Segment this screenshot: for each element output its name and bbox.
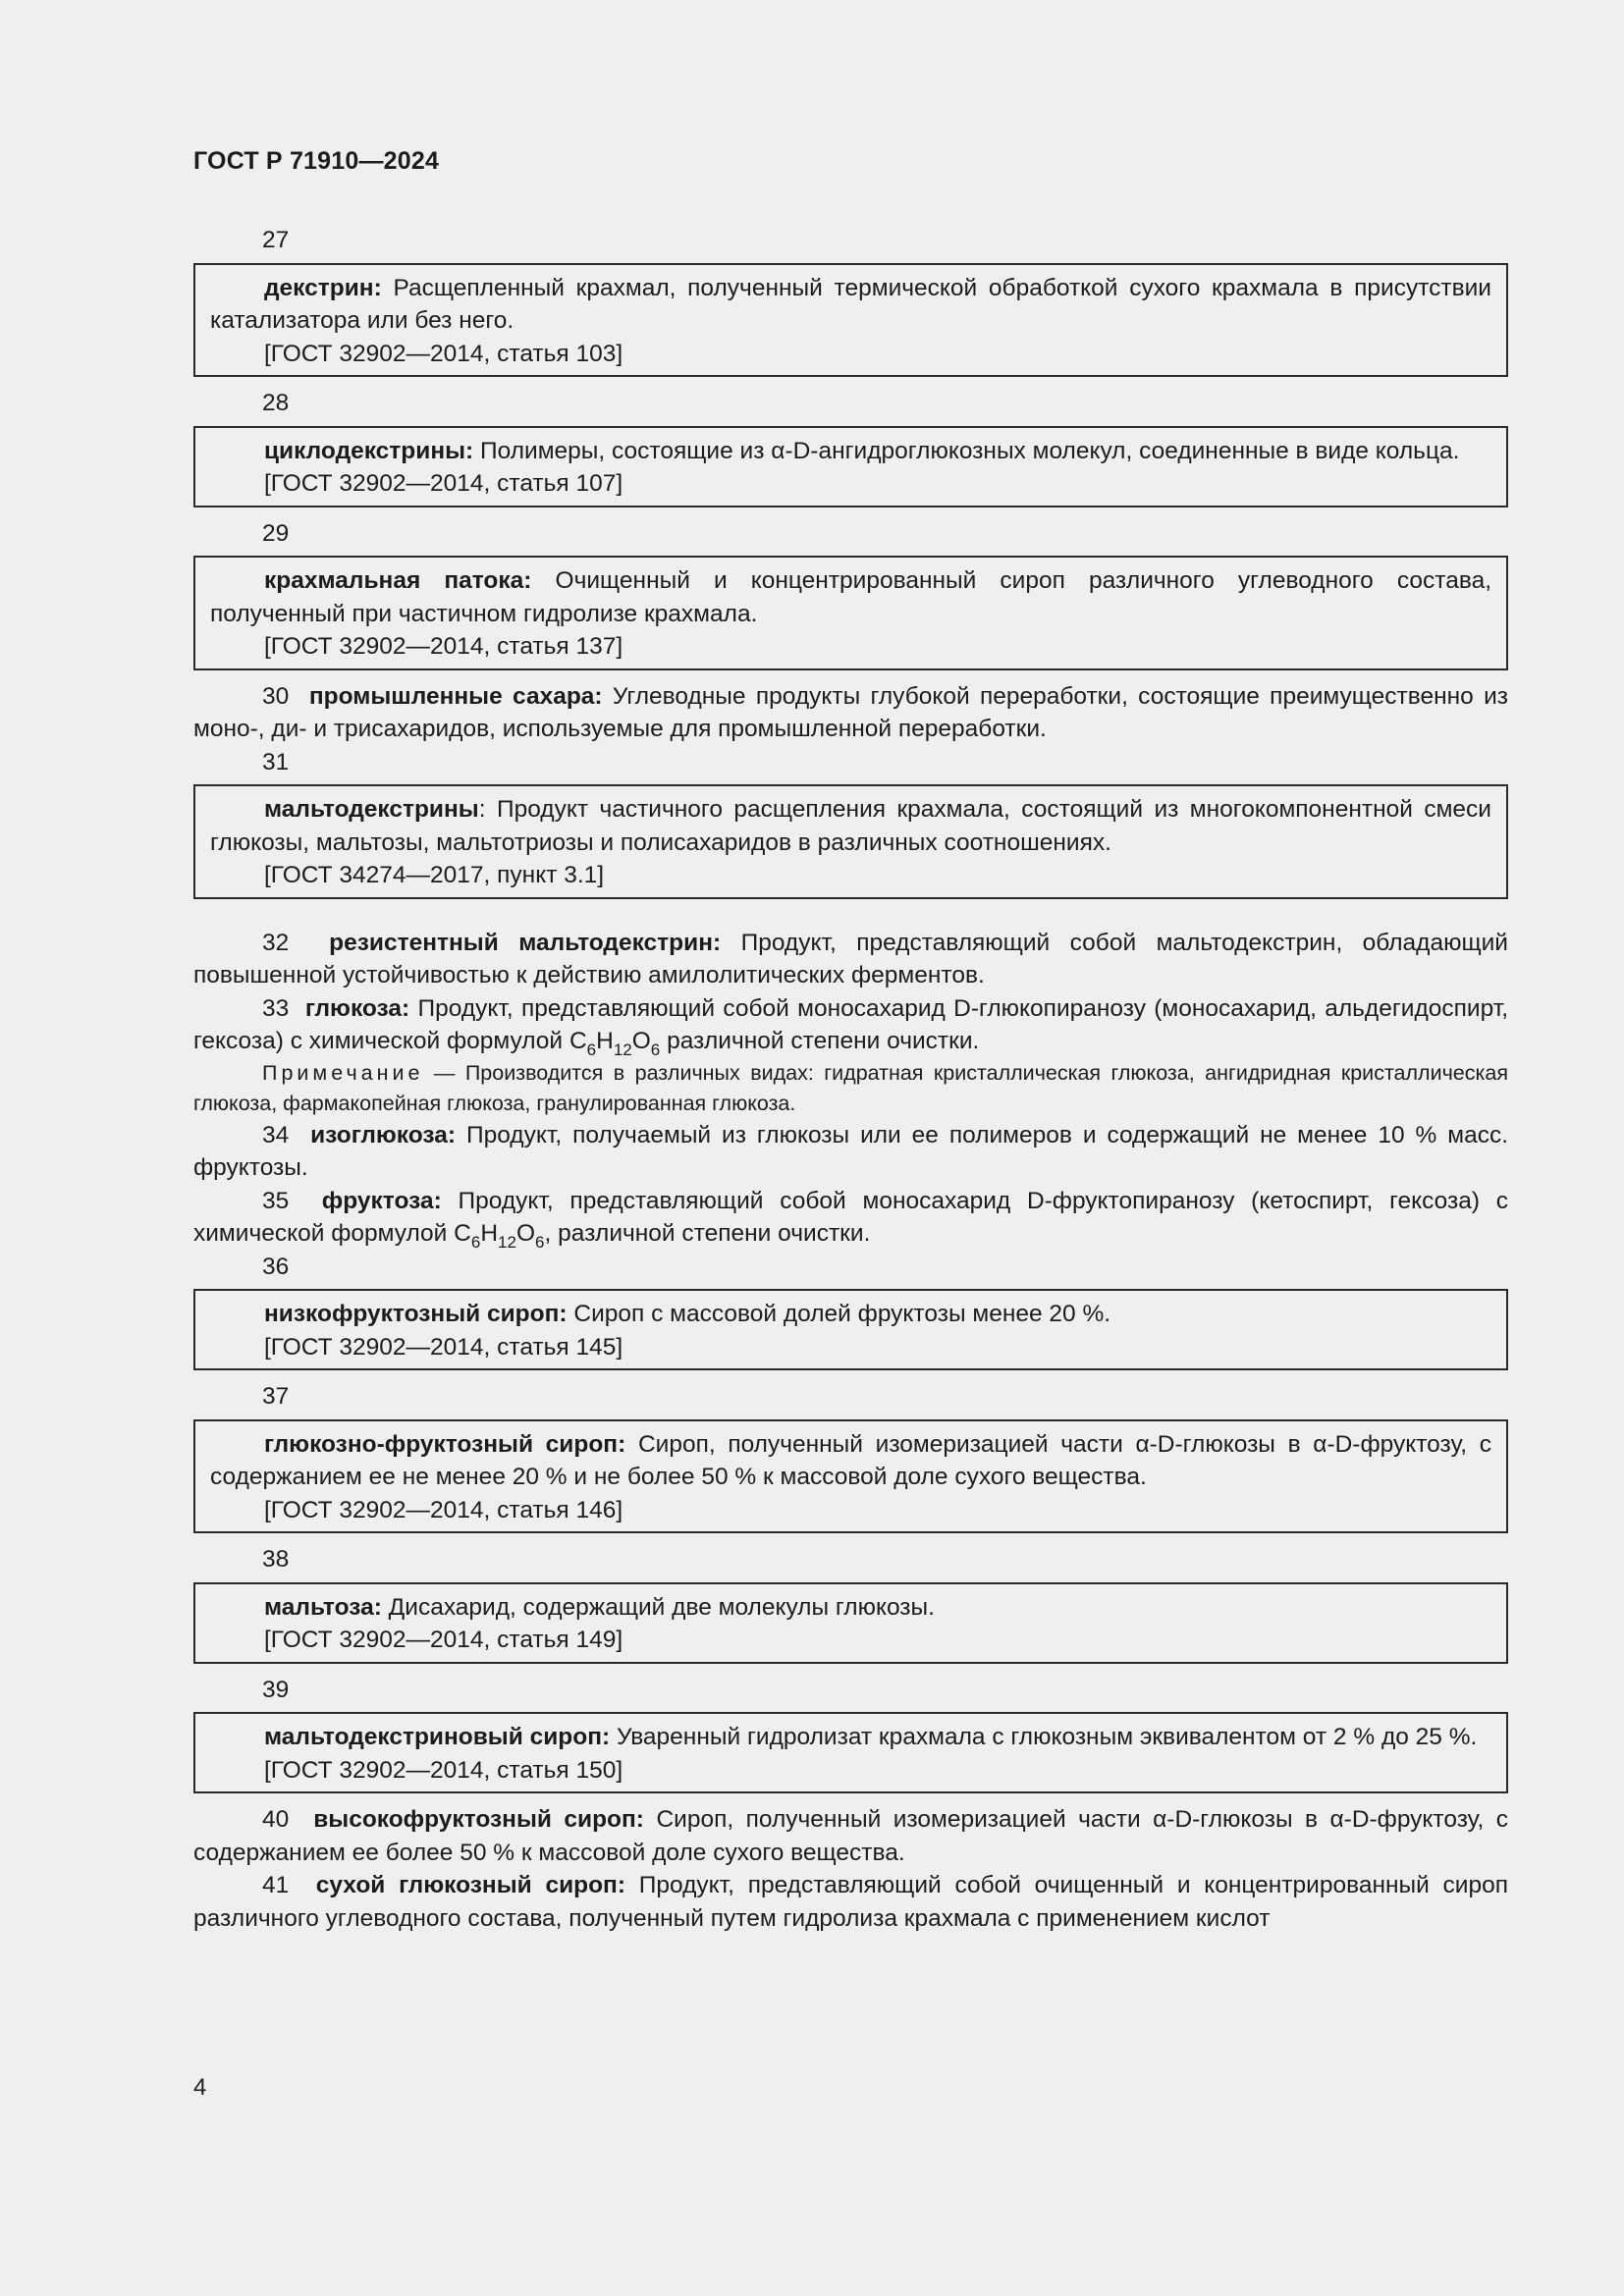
chemical-formula: $C_6H_{12}O_6$ (568, 1028, 661, 1059)
term-title: мальтоза: (264, 1593, 382, 1621)
term-number: 36 (262, 1253, 290, 1280)
term-35 (193, 1185, 1508, 1251)
term-number: 29 (262, 519, 290, 547)
term-definition-end: различной степени очистки. (667, 1028, 980, 1054)
page-number: 4 (193, 2074, 207, 2101)
term-number: 38 (262, 1546, 290, 1573)
term-title: промышленные сахара: (308, 682, 603, 710)
term-definition: Продукт, представляющий собой мальтодекстрин, обладающий повышенной устойчивостью к действию амилолитических ферментов. (193, 929, 1508, 988)
term-box-29 (193, 556, 1508, 670)
term-title: крахмальная патока: (264, 567, 532, 594)
term-number: 34 (262, 1121, 290, 1148)
term-reference: [ГОСТ 32902—2014, статья 107] (264, 470, 623, 497)
term-title: фруктоза: (321, 1187, 442, 1214)
term-title: изоглюкоза: (310, 1121, 457, 1148)
term-box-28 (193, 426, 1508, 507)
term-number: 33 (262, 994, 290, 1022)
term-title: резистентный мальтодекстрин: (329, 929, 722, 956)
term-definition-end: , различной степени очистки. (544, 1220, 871, 1247)
term-30 (193, 680, 1508, 746)
term-reference: [ГОСТ 32902—2014, статья 103] (264, 340, 623, 367)
term-definition: Продукт, представляющий собой очищенный и концентрированный сироп различного углеводного состава, полученный путем гидролиза крахмала с применением кислот (193, 1872, 1509, 1932)
term-definition: Продукт, представляющий собой моносахарид D-фруктопиранозу (кетоспирт, гексоза) с химической формулой (193, 1187, 1508, 1247)
term-definition: Сироп, полученный изомеризацией части α-D-глюкозы в α-D-фруктозу, с содержанием ее более 50 % к массовой доле сухого вещества. (193, 1806, 1508, 1866)
term-number: 41 (262, 1872, 290, 1898)
term-definition: Сироп с массовой долей фруктозы менее 20 %. (573, 1301, 1111, 1327)
term-definition: Продукт, представляющий собой моносахарид D-глюкопиранозу (моносахарид, альдегидоспирт, гексоза) с химической формулой (193, 994, 1509, 1054)
term-title: декстрин: (264, 274, 382, 301)
term-reference: [ГОСТ 32902—2014, статья 145] (264, 1333, 623, 1361)
term-title: сухой глюкозный сироп: (315, 1872, 626, 1898)
term-definition: Сироп, полученный изомеризацией части α-D-глюкозы в α-D-фруктозу, с содержанием ее не менее 20 % и не более 50 % к массовой доле сухого вещества. (210, 1430, 1491, 1490)
term-number: 39 (262, 1676, 290, 1703)
term-number: 37 (262, 1383, 290, 1410)
term-number: 30 (262, 682, 290, 710)
term-reference: [ГОСТ 32902—2014, статья 150] (264, 1756, 623, 1784)
term-box-39 (193, 1712, 1508, 1793)
term-definition: Очищенный и концентрированный сироп различного углеводного состава, полученный при частичном гидролизе крахмала. (210, 567, 1492, 627)
note-label: Примечание (262, 1060, 424, 1085)
term-definition: Уваренный гидролизат крахмала с глюкозным эквивалентом от 2 % до 25 %. (617, 1724, 1478, 1750)
note-text: — Производится в различных видах: гидратная кристаллическая глюкоза, ангидридная кристаллическая глюкоза, фармакопейная глюкоза, гранулированная глюкоза. (193, 1060, 1508, 1115)
term-reference: [ГОСТ 34274—2017, пункт 3.1] (264, 862, 605, 888)
term-title: мальтодекстриновый сироп: (264, 1724, 611, 1750)
term-number: 40 (262, 1806, 290, 1833)
term-box-38 (193, 1582, 1508, 1664)
term-number: 32 (262, 929, 290, 956)
term-definition: Углеводные продукты глубокой переработки, состоящие преимущественно из моно-, ди- и трисахаридов, используемые для промышленной переработки. (193, 682, 1508, 742)
term-number: 27 (262, 227, 290, 253)
term-title: мальтодекстрины (264, 796, 479, 823)
standard-header: ГОСТ Р 71910—2024 (193, 147, 440, 175)
term-title: глюкозно-фруктозный сироп: (264, 1430, 626, 1458)
term-number: 28 (262, 390, 290, 416)
term-definition: Расщепленный крахмал, полученный термической обработкой сухого крахмала в присутствии катализатора или без него. (210, 274, 1491, 334)
term-33 (193, 992, 1508, 1058)
term-box-36 (193, 1289, 1508, 1370)
term-41 (193, 1869, 1508, 1935)
term-title: глюкоза: (304, 994, 410, 1022)
term-box-27 (193, 263, 1508, 378)
term-definition: Дисахарид, содержащий две молекулы глюкозы. (388, 1593, 935, 1621)
term-title: низкофруктозный сироп: (264, 1301, 568, 1327)
term-colon: : (478, 796, 486, 823)
note (193, 1058, 1508, 1119)
term-34 (193, 1119, 1508, 1185)
terms-list (193, 224, 1508, 1935)
term-reference: [ГОСТ 32902—2014, статья 146] (264, 1496, 623, 1523)
term-40 (193, 1803, 1508, 1869)
term-32 (193, 927, 1508, 992)
term-number: 35 (262, 1187, 290, 1214)
term-box-37 (193, 1419, 1508, 1534)
term-definition: Продукт частичного расщепления крахмала, состоящий из многокомпонентной смеси глюкозы, мальтозы, мальтотриозы и полисахаридов в различных соотношениях. (210, 796, 1491, 856)
term-number: 31 (262, 748, 290, 775)
term-reference: [ГОСТ 32902—2014, статья 137] (264, 633, 623, 660)
term-box-31 (193, 784, 1508, 899)
term-definition: Полимеры, состоящие из α-D-ангидроглюкозных молекул, соединенные в виде кольца. (480, 437, 1460, 464)
chemical-formula: $C_6H_{12}O_6$ (454, 1220, 545, 1252)
term-title: циклодекстрины: (264, 437, 474, 464)
term-definition: Продукт, получаемый из глюкозы или ее полимеров и содержащий не менее 10 % масс. фруктозы. (193, 1121, 1508, 1181)
term-reference: [ГОСТ 32902—2014, статья 149] (264, 1627, 623, 1653)
term-title: высокофруктозный сироп: (313, 1806, 644, 1833)
